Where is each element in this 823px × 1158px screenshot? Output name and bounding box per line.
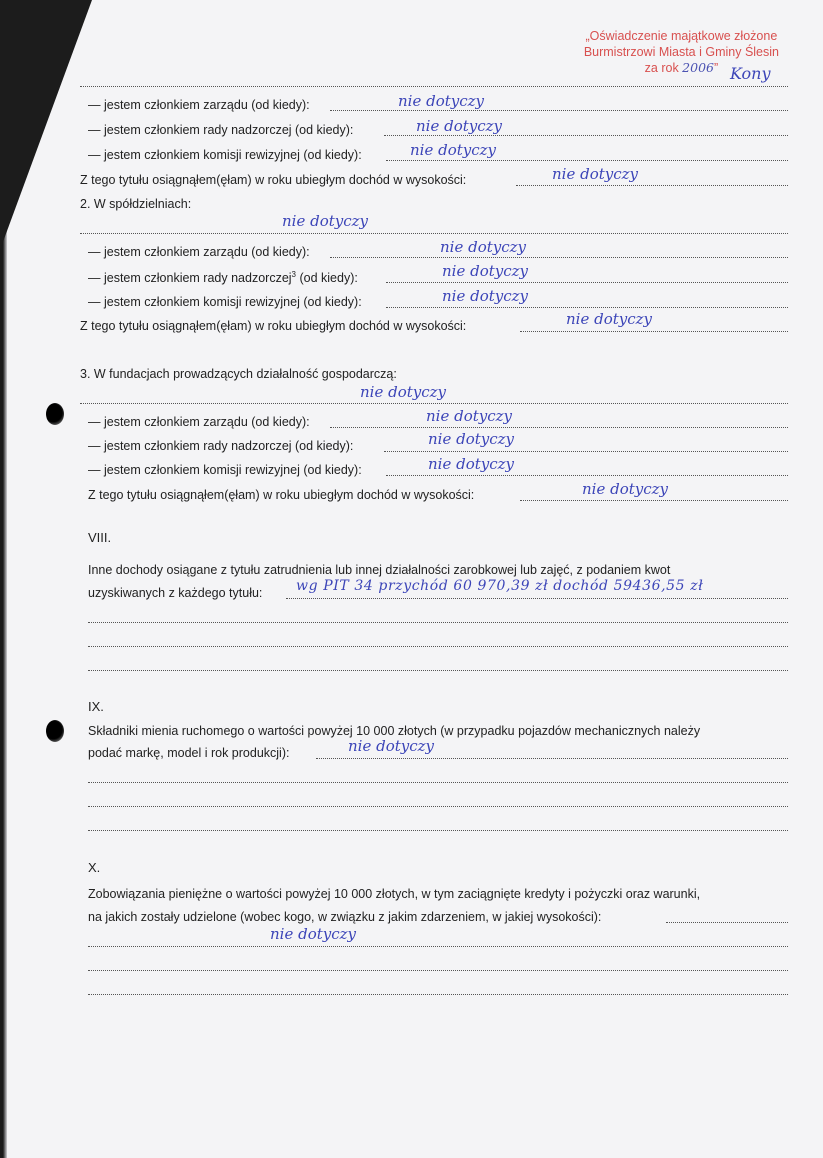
board-member-value: nie dotyczy [426,407,513,425]
punch-hole [46,403,64,425]
dotted-line [386,307,788,308]
supervisory-board-value: nie dotyczy [442,262,529,280]
year-value: 2006 [682,60,714,75]
board-member-label: — jestem członkiem zarządu (od kiedy): [88,415,310,429]
foundations-heading: 3. W fundacjach prowadzących działalność gospodarczą: [80,367,397,381]
supervisory-board-value: nie dotyczy [428,430,515,448]
dotted-line [88,806,788,807]
audit-committee-value: nie dotyczy [428,455,515,473]
audit-committee-value: nie dotyczy [442,287,529,305]
supervisory-board-label: — jestem członkiem rady nadzorczej (od kiedy): [88,123,354,137]
supervisory-board-label: — jestem członkiem rady nadzorczej$^3$ (od kiedy): [88,270,358,286]
audit-committee-label: — jestem członkiem komisji rewizyjnej (od kiedy): [88,295,362,309]
income-value: nie dotyczy [582,480,669,498]
dotted-line [316,758,788,759]
section-viii-text: Inne dochody osiągane z tytułu zatrudnienia lub innej działalności zarobkowej lub zajęć, z podaniem kwot [88,563,671,577]
dotted-line [330,257,788,258]
dotted-line [386,282,788,283]
section-ix-heading: IX. [88,699,104,714]
cooperatives-value: nie dotyczy [282,212,369,230]
dotted-line [88,782,788,783]
dotted-line [520,331,788,332]
dotted-line [88,946,788,947]
income-value: nie dotyczy [552,165,639,183]
dotted-line [80,86,788,87]
liabilities-value: nie dotyczy [270,925,357,943]
income-label: Z tego tytułu osiągnąłem(ęłam) w roku ubiegłym dochód w wysokości: [80,173,467,187]
board-member-label: — jestem członkiem zarządu (od kiedy): [88,98,310,112]
movable-property-value: nie dotyczy [348,737,435,755]
income-label: Z tego tytułu osiągnąłem(ęłam) w roku ubiegłym dochód w wysokości: [80,319,467,333]
dotted-line [88,622,788,623]
dotted-line [386,160,788,161]
dotted-line [88,970,788,971]
audit-committee-label: — jestem członkiem komisji rewizyjnej (od kiedy): [88,148,362,162]
dotted-line [80,403,788,404]
income-label: Z tego tytułu osiągnąłem(ęłam) w roku ubiegłym dochód w wysokości: [88,488,475,502]
section-ix-label: podać markę, model i rok produkcji): [88,746,290,760]
dotted-line [520,500,788,501]
signature: Kony [730,64,771,83]
section-viii-heading: VIII. [88,530,112,545]
dotted-line [88,670,788,671]
section-viii-label: uzyskiwanych z każdego tytułu: [88,586,263,600]
dotted-line [330,427,788,428]
header-line-1: „Oświadczenie majątkowe złożone [585,29,778,43]
supervisory-board-value: nie dotyczy [416,117,503,135]
board-member-value: nie dotyczy [398,92,485,110]
other-income-value: wg PIT 34 przychód 60 970,39 zł dochód 59436,55 zł [296,578,704,594]
scan-dark-corner [0,0,92,250]
dotted-line [384,135,788,136]
header-line-3: za rok 2006” [644,60,719,75]
dotted-line [88,646,788,647]
income-value: nie dotyczy [566,310,653,328]
dotted-line [384,451,788,452]
header-line-2: Burmistrzowi Miasta i Gminy Ślesin [583,45,779,59]
cooperatives-heading: 2. W spółdzielniach: [80,197,192,211]
section-x-label: na jakich zostały udzielone (wobec kogo, w związku z jakim zdarzeniem, w jakiej wysokości): [88,910,602,924]
dotted-line [330,110,788,111]
audit-committee-label: — jestem członkiem komisji rewizyjnej (od kiedy): [88,463,362,477]
section-x-text: Zobowiązania pieniężne o wartości powyżej 10 000 złotych, w tym zaciągnięte kredyty i pożyczki oraz warunki, [88,887,701,901]
audit-committee-value: nie dotyczy [410,141,497,159]
dotted-line [88,830,788,831]
dotted-line [88,994,788,995]
dotted-line [516,185,788,186]
board-member-value: nie dotyczy [440,238,527,256]
dotted-line [666,922,788,923]
board-member-label: — jestem członkiem zarządu (od kiedy): [88,245,310,259]
dotted-line [80,233,788,234]
supervisory-board-label: — jestem członkiem rady nadzorczej (od kiedy): [88,439,354,453]
dotted-line [386,475,788,476]
section-ix-text: Składniki mienia ruchomego o wartości powyżej 10 000 złotych (w przypadku pojazdów mechanicznych należy [88,724,701,738]
foundations-value: nie dotyczy [360,383,447,401]
dotted-line [286,598,788,599]
section-x-heading: X. [88,860,101,875]
punch-hole [46,720,64,742]
